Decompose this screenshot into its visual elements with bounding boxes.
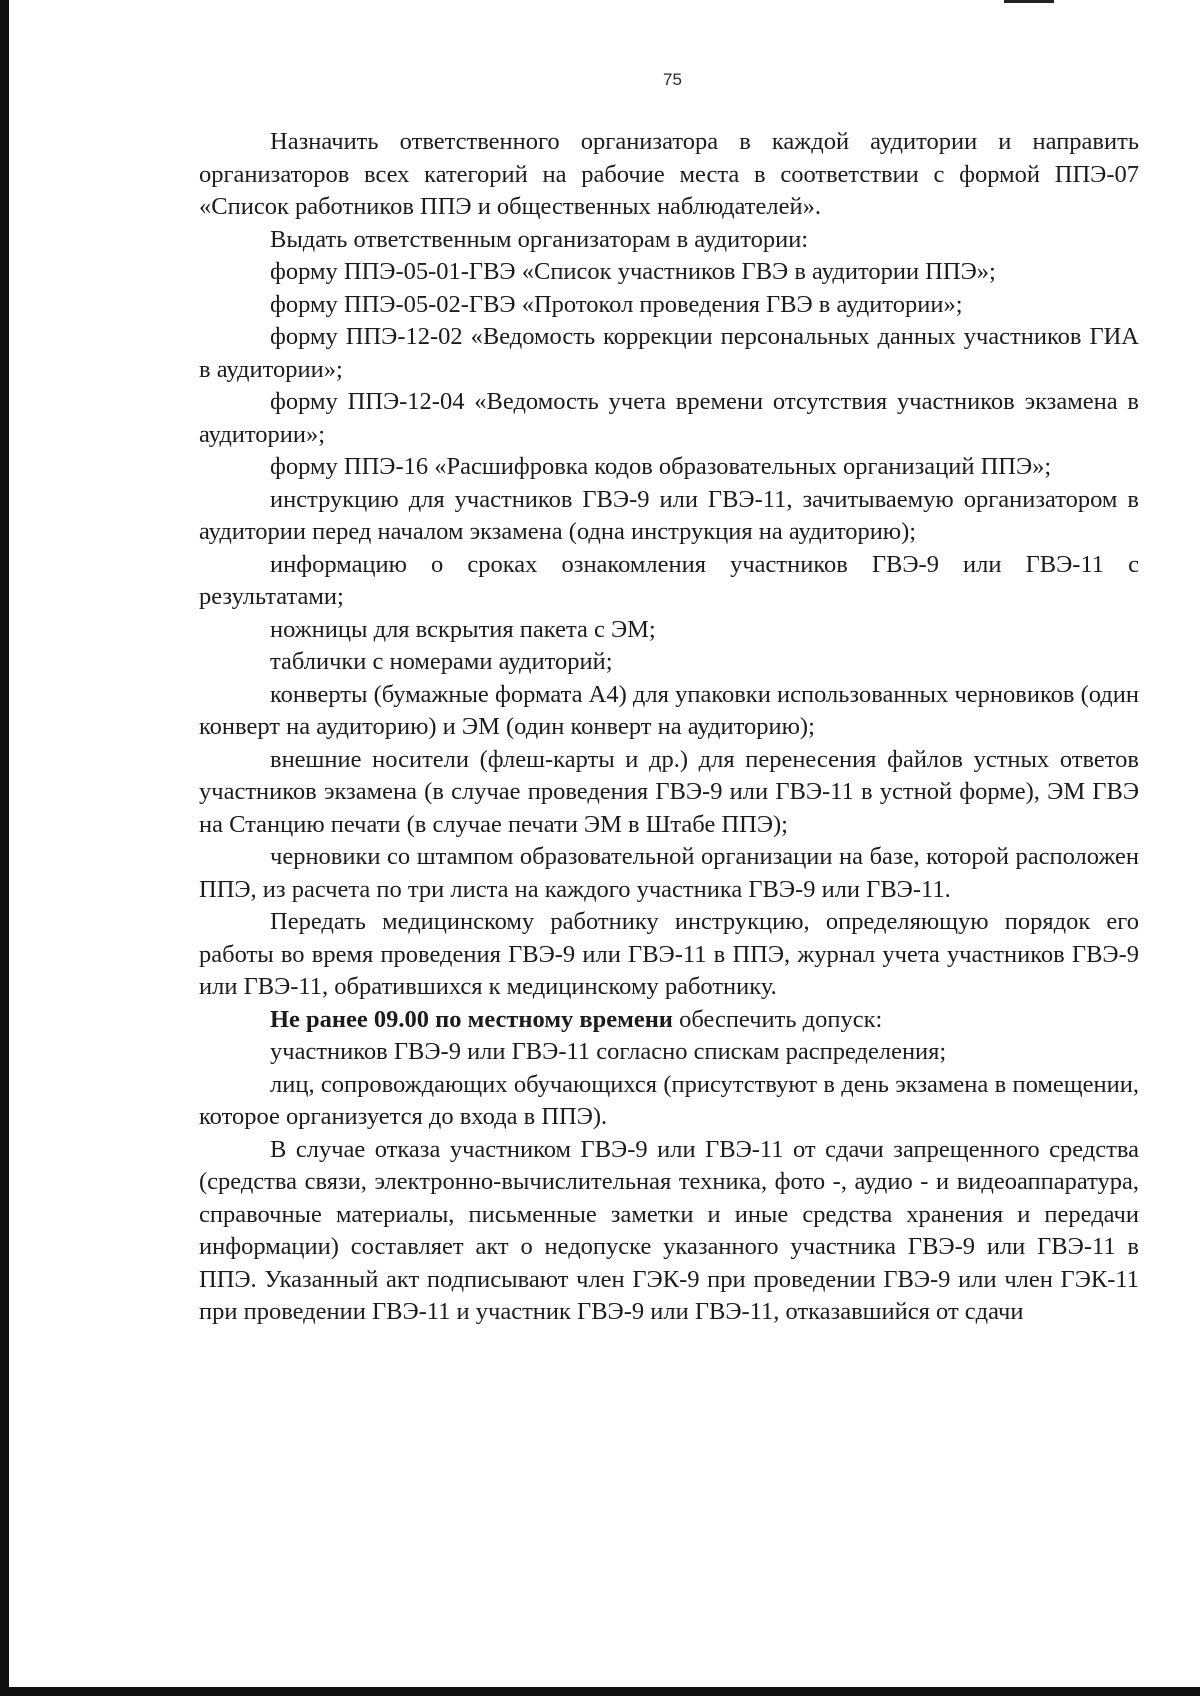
paragraph-issue-intro: Выдать ответственным организаторам в аудитории: [270,225,809,253]
paragraph-assign-organizers: Назначить ответственного организатора в каждой аудитории и направить организаторов всех категорий на рабочие места в соответствии с формой ППЭ-07 «Список работников ППЭ и общественных наблюдателей». [199,128,1139,220]
list-item-accompanying: лиц, сопровождающих обучающихся (присутствуют в день экзамена в помещении, которое организуется до входа в ППЭ). [199,1070,1139,1130]
list-item-form-05-02: форму ППЭ-05-02-ГВЭ «Протокол проведения ГВЭ в аудитории»; [270,290,963,318]
list-item-form-12-04: форму ППЭ-12-04 «Ведомость учета времени отсутствия участников экзамена в аудитории»; [199,388,1139,448]
list-item-form-12-02: форму ППЭ-12-02 «Ведомость коррекции персональных данных участников ГИА в аудитории»; [199,323,1139,383]
scan-border-left [0,0,9,1696]
page-number: 75 [663,70,682,89]
paragraph-admission: Не ранее 09.00 по местному времени обеспечить допуск: [270,1005,883,1033]
admission-time-bold: Не ранее 09.00 по местному времени [270,1005,673,1033]
paragraph-refusal-act: В случае отказа участником ГВЭ-9 или ГВЭ-11 от сдачи запрещенного средства (средства связи, электронно-вычислительная техника, фото -, аудио - и видеоаппаратура, справочные материалы, письменные заметки и иные средства хранения и передачи информации) составляет акт о недопуске указанного участника ГВЭ-9 или ГВЭ-11 в ППЭ. Указанный акт подписывают член ГЭК-9 при проведении ГВЭ-9 или член ГЭК-11 при проведении ГВЭ-11 и участник ГВЭ-9 или ГВЭ-11, отказавшийся от сдачи [199,1135,1139,1325]
list-item-form-05-01: форму ППЭ-05-01-ГВЭ «Список участников ГВЭ в аудитории ППЭ»; [270,258,996,285]
list-item-external-media: внешние носители (флеш-карты и др.) для перенесения файлов устных ответов участников экзамена (в случае проведения ГВЭ-9 или ГВЭ-11 в устной форме), ЭМ ГВЭ на Станцию печати (в случае печати ЭМ в Штабе ППЭ); [199,745,1139,838]
list-item-scissors: ножницы для вскрытия пакета с ЭМ; [270,615,656,643]
document-body [199,126,1139,1329]
list-item-results-info: информацию о сроках ознакомления участников ГВЭ-9 или ГВЭ-11 с результатами; [199,550,1139,610]
list-item-participants: участников ГВЭ-9 или ГВЭ-11 согласно спискам распределения; [270,1038,947,1065]
list-item-form-16: форму ППЭ-16 «Расшифровка кодов образовательных организаций ППЭ»; [270,453,1052,480]
paragraph-medical-worker: Передать медицинскому работнику инструкцию, определяющую порядок его работы во время проведения ГВЭ-9 или ГВЭ-11 в ППЭ, журнал учета участников ГВЭ-9 или ГВЭ-11, обратившихся к медицинскому работнику. [199,908,1139,1000]
scan-mark-top [1004,0,1054,3]
list-item-envelopes: конверты (бумажные формата А4) для упаковки использованных черновиков (один конверт на аудиторию) и ЭМ (один конверт на аудиторию); [199,680,1139,740]
scan-border-bottom [0,1687,1200,1696]
list-item-drafts: черновики со штампом образовательной организации на базе, которой расположен ППЭ, из расчета по три листа на каждого участника ГВЭ-9 или ГВЭ-11. [199,843,1139,903]
list-item-room-signs: таблички с номерами аудиторий; [270,648,613,675]
list-item-instruction: инструкцию для участников ГВЭ-9 или ГВЭ-11, зачитываемую организатором в аудитории перед началом экзамена (одна инструкция на аудиторию); [199,485,1139,545]
